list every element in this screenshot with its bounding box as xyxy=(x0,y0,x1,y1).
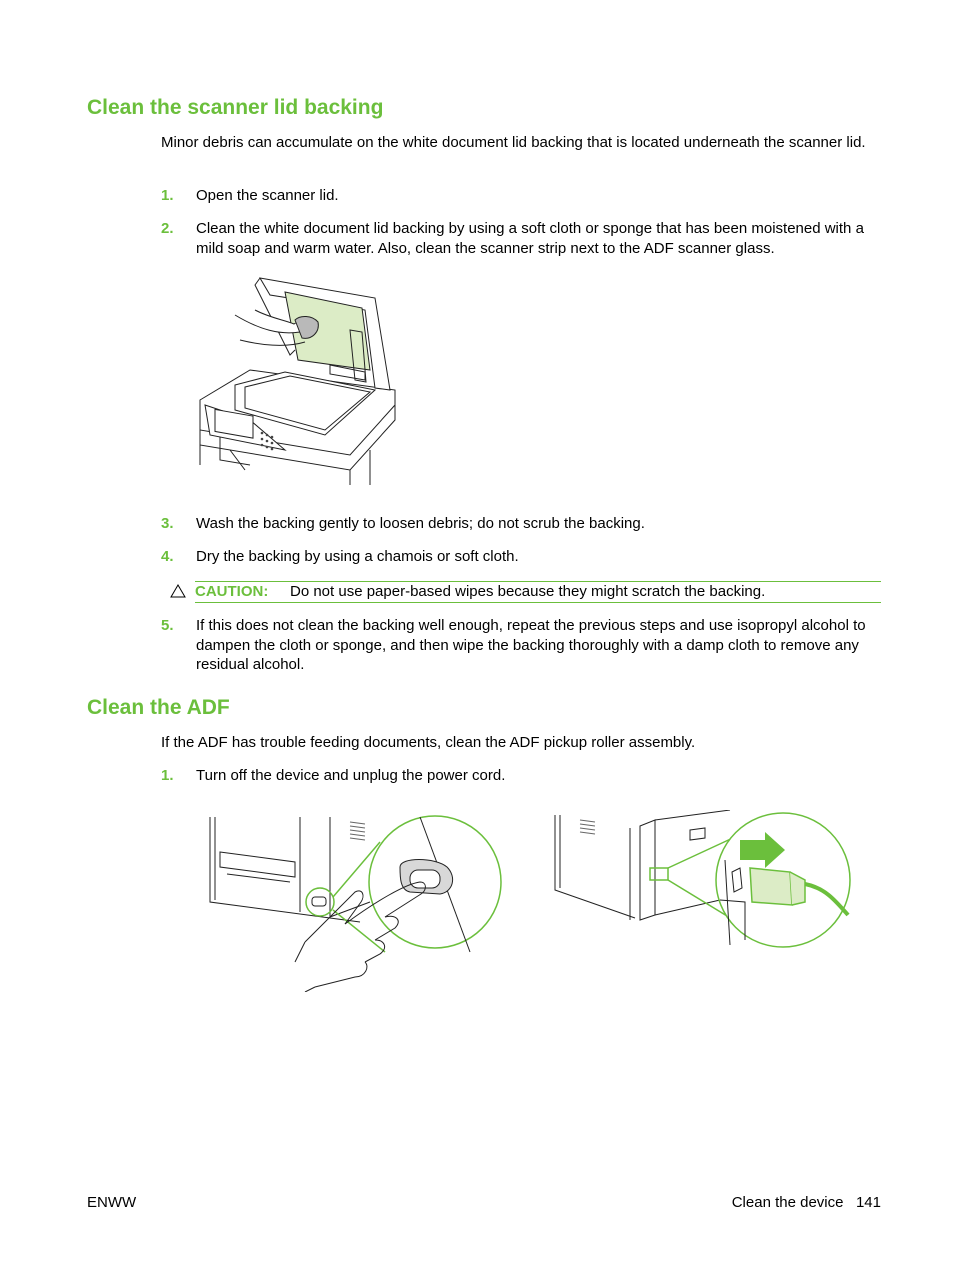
section-heading-clean-adf: Clean the ADF xyxy=(87,696,230,719)
footer-right: Clean the device 141 xyxy=(731,1194,881,1211)
footer-left: ENWW xyxy=(87,1194,137,1211)
step-text: If this does not clean the backing well enough, repeat the previous steps and use isopropyl alcohol to dampen the cloth or sponge, and then wipe the backing thoroughly with a damp cloth to remove any residual alcohol. xyxy=(196,617,866,673)
step-text: Wash the backing gently to loosen debris; do not scrub the backing. xyxy=(196,515,645,532)
step-text: Clean the white document lid backing by using a soft cloth or sponge that has been moistened with a mild soap and warm water. Also, clean the scanner strip next to the ADF scanner glass. xyxy=(196,220,864,257)
step-text: Turn off the device and unplug the power cord. xyxy=(196,767,506,784)
step-number: 4. xyxy=(161,548,174,565)
step-number: 3. xyxy=(161,515,174,532)
scanner-lid-illustration xyxy=(190,270,410,490)
caution-text: Do not use paper-based wipes because they might scratch the backing. xyxy=(290,583,766,600)
caution-label: CAUTION: xyxy=(195,583,269,600)
power-cord-illustration xyxy=(550,810,855,950)
intro-paragraph: If the ADF has trouble feeding documents, clean the ADF pickup roller assembly. xyxy=(161,734,696,751)
power-switch-illustration xyxy=(205,812,505,992)
caution-note xyxy=(195,581,881,603)
intro-paragraph: Minor debris can accumulate on the white document lid backing that is located underneath the scanner lid. xyxy=(161,134,866,151)
step-text: Dry the backing by using a chamois or soft cloth. xyxy=(196,548,519,565)
step-number: 5. xyxy=(161,617,174,634)
step-number: 1. xyxy=(161,187,174,204)
step-text: Open the scanner lid. xyxy=(196,187,339,204)
caution-triangle-icon xyxy=(170,584,186,598)
section-heading-scanner-lid: Clean the scanner lid backing xyxy=(87,96,384,119)
step-number: 1. xyxy=(161,767,174,784)
step-number: 2. xyxy=(161,220,174,237)
